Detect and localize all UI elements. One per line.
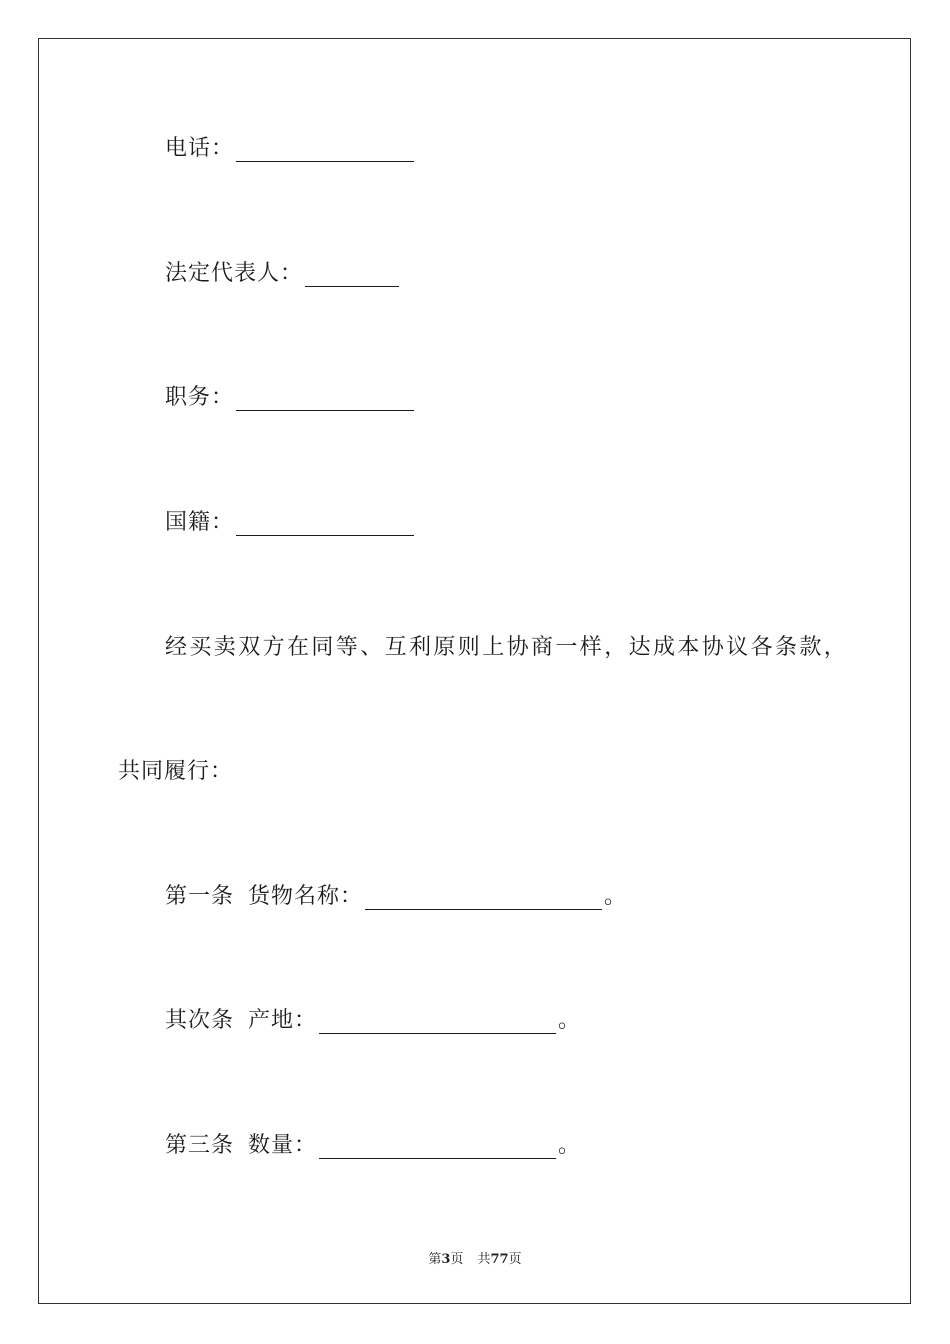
position-label: 职务：	[165, 385, 235, 410]
page-number: 3	[441, 1252, 451, 1267]
article-1	[165, 884, 627, 910]
nationality-blank[interactable]	[236, 515, 414, 536]
article-label: 产地：	[248, 1008, 318, 1033]
article-label: 货物名称：	[248, 884, 364, 909]
phone-label: 电话：	[165, 136, 235, 161]
total-prefix: 共	[477, 1252, 491, 1267]
page-border	[38, 38, 911, 1304]
page-prefix: 第	[428, 1252, 442, 1267]
page-suffix: 页	[450, 1252, 464, 1267]
article-2	[165, 1008, 581, 1034]
total-pages: 77	[490, 1252, 509, 1267]
goods-name-blank[interactable]	[365, 889, 602, 910]
article-3	[165, 1133, 581, 1159]
total-suffix: 页	[508, 1252, 522, 1267]
position-field	[165, 385, 416, 411]
article-end: 。	[604, 884, 628, 909]
article-end: 。	[558, 1008, 582, 1033]
legal-rep-field	[165, 261, 401, 287]
agreement-paragraph-line-1	[165, 635, 848, 661]
phone-blank[interactable]	[236, 141, 414, 162]
article-number: 第一条	[165, 884, 235, 909]
nationality-label: 国籍：	[165, 510, 235, 535]
agreement-paragraph-line-2	[118, 759, 233, 785]
quantity-blank[interactable]	[319, 1138, 556, 1159]
page-footer	[0, 1248, 950, 1267]
nationality-field	[165, 510, 416, 536]
paragraph-text-2: 共同履行：	[118, 759, 234, 784]
legal-rep-blank[interactable]	[305, 266, 399, 287]
origin-blank[interactable]	[319, 1013, 556, 1034]
position-blank[interactable]	[236, 390, 414, 411]
legal-rep-label: 法定代表人：	[165, 261, 304, 286]
article-number: 其次条	[165, 1008, 235, 1033]
article-label: 数量：	[248, 1133, 318, 1158]
phone-field	[165, 136, 416, 162]
article-end: 。	[558, 1133, 582, 1158]
paragraph-text-1: 经买卖双方在同等、互利原则上协商一样，达成本协议各条款，	[165, 635, 849, 660]
article-number: 第三条	[165, 1133, 235, 1158]
